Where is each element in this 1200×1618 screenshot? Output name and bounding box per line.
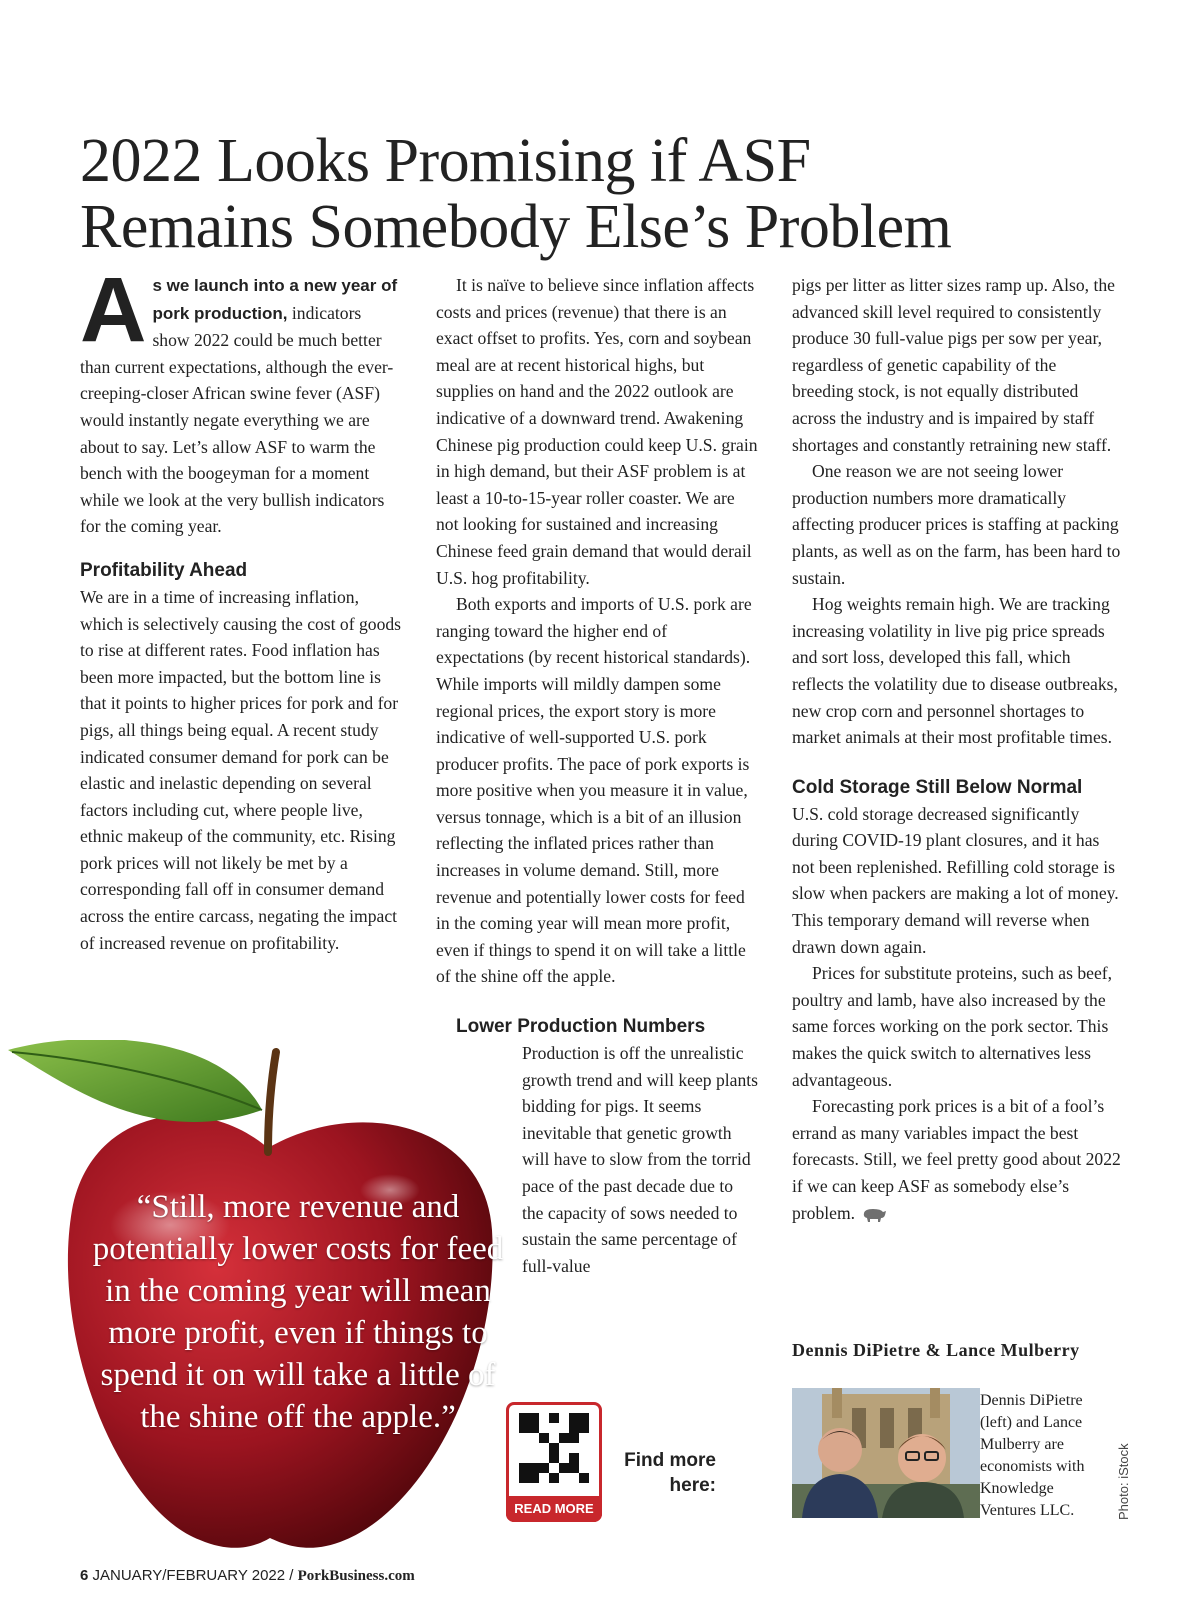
subhead-lower-production-numbers: Lower Production Numbers xyxy=(456,1016,706,1038)
headline-line-2: Remains Somebody Else’s Problem xyxy=(80,193,952,261)
photo-credit: Photo: iStock xyxy=(1116,1443,1131,1520)
column-1 xyxy=(80,259,402,956)
qr-code-icon xyxy=(519,1413,589,1483)
pig-end-mark-icon xyxy=(861,1207,887,1223)
headline-line-1: 2022 Looks Promising if ASF xyxy=(80,127,811,195)
body-paragraph xyxy=(792,1093,1122,1226)
article-headline xyxy=(80,128,1140,260)
author-caption: Dennis DiPietre (left) and Lance Mulberry are economists with Knowledge Ventures LLC. xyxy=(980,1392,1085,1519)
read-more-button[interactable]: READ MORE xyxy=(506,1496,602,1522)
column-3 xyxy=(792,272,1122,1226)
body-paragraph: pigs per litter as litter sizes ramp up. Also, the advanced skill level required to consistently produce 30 full-value pigs per sow per year, regardless of genetic capability of the breeding stock, is not equally distributed across the industry and is impaired by staff shortages and constantly retraining new staff. xyxy=(792,275,1115,455)
subhead-cold-storage: Cold Storage Still Below Normal xyxy=(792,776,1083,798)
body-paragraph: We are in a time of increasing inflation, which is selectively causing the cost of goods to rise at different rates. Food inflation has been more impacted, but the bottom line is that it points to higher prices for pork and for pigs, all things being equal. A recent study indicated consumer demand for pork can be elastic and inelastic depending on several factors including cut, where people live, ethnic makeup of the community, etc. Rising pork prices will not likely be met by a corresponding fall off in consumer demand across the entire carcass, negating the impact of increased revenue on profitability. xyxy=(80,586,402,953)
body-paragraph: Prices for substitute proteins, such as beef, poultry and lamb, have also increased by the same forces working on the pork sector. This makes the quick switch to alternatives less advantageous. xyxy=(792,963,1113,1090)
body-paragraph: One reason we are not seeing lower production numbers more dramatically affecting producer prices is staffing at packing plants, as well as on the farm, has been hard to sustain. xyxy=(792,461,1121,588)
author-photo xyxy=(792,1388,980,1518)
qr-code-card[interactable] xyxy=(506,1402,602,1522)
lead-in: s we launch into a new year of pork production, xyxy=(152,276,398,323)
closing-text: Forecasting pork prices is a bit of a fool’s errand as many variables impact the best forecasts. Still, we feel pretty good about 2022 if we can keep ASF as somebody else’s problem. xyxy=(792,1096,1121,1223)
body-paragraph: Hog weights remain high. We are tracking increasing volatility in live pig price spreads and sort loss, developed this fall, which reflects the volatility due to disease outbreaks, new crop corn and personnel shortages to market animals at their most profitable times. xyxy=(792,594,1118,748)
pull-quote: “Still, more revenue and potentially lower costs for feed in the coming year will mean more profit, even if things to spend it on will take a little of the shine off the apple.” xyxy=(92,1189,504,1435)
body-paragraph: Both exports and imports of U.S. pork are ranging toward the higher end of expectations (by recent historical standards). While imports will mildly dampen some regional prices, the export story is more indicative of well-supported U.S. pork producer profits. The pace of pork exports is more positive when you measure it in value, versus tonnage, which is a bit of an illusion reflecting the inflated prices rather than increases in volume demand. Still, more revenue and potentially lower costs for feed in the coming year will mean more profit, even if things to spend it on will take a little of the shine off the apple. xyxy=(436,594,752,987)
issue-date: JANUARY/FEBRUARY 2022 xyxy=(92,1567,286,1584)
website-link[interactable]: PorkBusiness.com xyxy=(297,1568,415,1584)
footer-separator: / xyxy=(289,1567,294,1584)
intro-text: indicators show 2022 could be much better than current expectations, although the ever-creeping-closer African swine fever (ASF) would instantly negate everything we are about to say. Let’s allow ASF to warm the bench with the boogeyman for a moment while we look at the very bullish indicators for the coming year. xyxy=(80,302,394,537)
page-footer xyxy=(80,1567,415,1585)
body-paragraph: Production is off the unrealistic growth trend and will keep plants bidding for pigs. It seems inevitable that genetic growth will have to slow from the torrid pace of the past decade due to the capacity of sows needed to sustain the same percentage of full-value xyxy=(522,1043,758,1276)
intro-paragraph xyxy=(80,259,402,540)
drop-cap: A xyxy=(80,259,147,361)
page-number: 6 xyxy=(80,1567,89,1584)
body-paragraph: It is naïve to believe since inflation affects costs and prices (revenue) that there is an exact offset to profits. Yes, corn and soybean meal are at recent historical highs, but supplies on hand and the 2022 outlook are indicative of a downward trend. Awakening Chinese pig production could keep U.S. grain in high demand, but their ASF problem is at least a 10-to-15-year roller coaster. We are not looking for sustained and increasing Chinese feed grain demand that would derail U.S. hog profitability. xyxy=(436,275,758,588)
body-paragraph: U.S. cold storage decreased significantly during COVID-19 plant closures, and it has not been replenished. Refilling cold storage is slow when packers are making a lot of money. This temporary demand will reverse when drawn down again. xyxy=(792,803,1119,957)
author-byline: Dennis DiPietre & Lance Mulberry xyxy=(792,1340,1080,1360)
subhead-profitability-ahead: Profitability Ahead xyxy=(80,559,248,581)
find-more-label: Find more here: xyxy=(624,1450,716,1496)
